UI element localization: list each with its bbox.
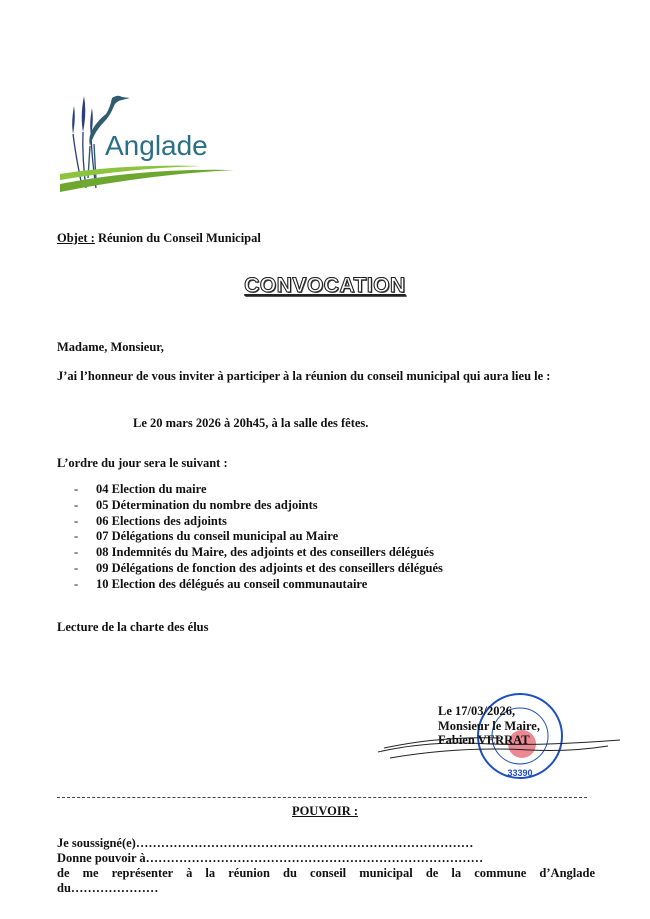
signature-block [438,704,540,748]
agenda-list [74,482,443,593]
agenda-item: - 10 Election des délégués au conseil communautaire [74,576,368,591]
document-title: CONVOCATION [244,274,406,297]
pouvoir-line-representation: de me représenter à la réunion du conseil municipal de la commune d’Anglade [57,866,595,880]
logo-text: Anglade [105,130,208,161]
stamp-postal-code: 33390 [507,768,533,778]
signature-name: Fabien VERRAT [438,733,530,747]
salutation: Madame, Monsieur, [57,340,164,354]
signature-role: Monsieur le Maire, [438,718,540,733]
anglade-logo [52,88,237,200]
agenda-intro: L’ordre du jour sera le suivant : [57,456,228,470]
cut-line-separator [57,797,587,798]
agenda-item: - 09 Délégations de fonction des adjoints et des conseillers délégués [74,560,443,575]
meeting-details: Le 20 mars 2026 à 20h45, à la salle des fêtes. [133,416,369,430]
pouvoir-line-date: du………………… [57,881,159,895]
agenda-item: - 04 Election du maire [74,482,207,496]
intro-paragraph: J’ai l’honneur de vous inviter à participer à la réunion du conseil municipal qui aura lieu le : [57,369,551,383]
signature-date: Le 17/03/2026, [438,704,516,718]
objet-line [57,231,261,246]
pouvoir-line-soussigne: Je soussigné(e)……………………………………………………………………… [57,836,474,850]
objet-text: Réunion du Conseil Municipal [97,231,261,245]
agenda-item: - 07 Délégations du conseil municipal au Maire [74,529,339,544]
pouvoir-line-donne-pouvoir: Donne pouvoir à……………………………………………………………………… [57,851,484,865]
charter-reading: Lecture de la charte des élus [57,620,209,634]
pouvoir-title: POUVOIR : [291,804,359,818]
agenda-item: - 08 Indemnités du Maire, des adjoints et des conseillers délégués [74,545,434,560]
agenda-item: - 05 Détermination du nombre des adjoints [74,497,318,512]
green-swoosh-icon [60,166,234,192]
agenda-item: - 06 Elections des adjoints [74,513,227,528]
objet-label: Objet : [57,231,95,245]
